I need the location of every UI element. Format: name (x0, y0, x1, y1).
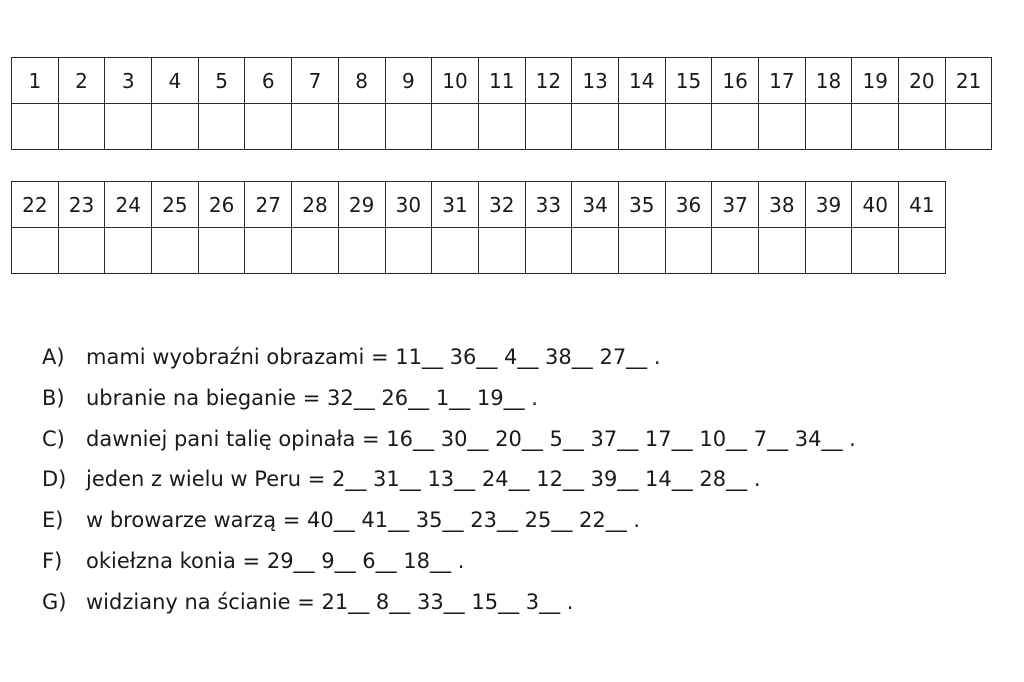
grid-answer-cell[interactable] (805, 104, 852, 150)
grid-number-cell: 5 (198, 58, 245, 104)
clue-text: dawniej pani talię opinała = 16__ 30__ 20__ 5__ 37__ 17__ 10__ 7__ 34__ . (86, 426, 856, 451)
grid-answer-cell[interactable] (152, 104, 199, 150)
grid-answer-cell[interactable] (432, 228, 479, 274)
grid-number-cell: 10 (432, 58, 479, 104)
clue-letter: C) (42, 426, 65, 451)
grid-answer-cell[interactable] (665, 104, 712, 150)
grid-answer-cell[interactable] (899, 228, 946, 274)
grid-number-cell: 4 (152, 58, 199, 104)
clue-letter: G) (42, 589, 67, 614)
grid-answer-cell[interactable] (58, 104, 105, 150)
grid-answer-row (12, 228, 946, 274)
grid-number-cell: 8 (338, 58, 385, 104)
clue-letter: E) (42, 508, 64, 533)
grid-number-cell: 40 (852, 182, 899, 228)
grid-answer-cell[interactable] (292, 228, 339, 274)
grid-number-cell: 17 (759, 58, 806, 104)
grid-answer-cell[interactable] (385, 104, 432, 150)
grid-number-cell: 11 (478, 58, 525, 104)
grid-number-cell: 2 (58, 58, 105, 104)
letter-grid-2 (11, 181, 946, 274)
grid-number-cell: 36 (665, 182, 712, 228)
grid-answer-cell[interactable] (852, 228, 899, 274)
grid-answer-cell[interactable] (292, 104, 339, 150)
grid-answer-cell[interactable] (245, 104, 292, 150)
clue-item (42, 419, 856, 460)
clue-letter: F) (42, 548, 63, 573)
grid-number-row (12, 182, 946, 228)
grid-answer-cell[interactable] (665, 228, 712, 274)
grid-answer-cell[interactable] (432, 104, 479, 150)
grid-number-cell: 9 (385, 58, 432, 104)
grid-number-cell: 1 (12, 58, 59, 104)
clue-item (42, 541, 856, 582)
clue-text: okiełzna konia = 29__ 9__ 6__ 18__ . (86, 548, 465, 573)
grid-number-cell: 27 (245, 182, 292, 228)
grid-answer-cell[interactable] (478, 228, 525, 274)
grid-number-cell: 35 (618, 182, 665, 228)
clue-item (42, 500, 856, 541)
grid-answer-cell[interactable] (759, 104, 806, 150)
grid-answer-cell[interactable] (945, 104, 992, 150)
grid-answer-cell[interactable] (58, 228, 105, 274)
clue-item (42, 459, 856, 500)
grid-answer-cell[interactable] (152, 228, 199, 274)
grid-answer-cell[interactable] (338, 228, 385, 274)
grid-number-cell: 3 (105, 58, 152, 104)
grid-number-cell: 31 (432, 182, 479, 228)
grid-answer-cell[interactable] (759, 228, 806, 274)
grid-answer-cell[interactable] (805, 228, 852, 274)
grid-answer-cell[interactable] (618, 228, 665, 274)
letter-grid-1 (11, 57, 992, 150)
grid-number-cell: 30 (385, 182, 432, 228)
grid-answer-cell[interactable] (198, 228, 245, 274)
grid-answer-cell[interactable] (105, 228, 152, 274)
grid-answer-cell[interactable] (12, 104, 59, 150)
grid-number-cell: 22 (12, 182, 59, 228)
grid-answer-cell[interactable] (712, 104, 759, 150)
grid-number-cell: 14 (618, 58, 665, 104)
grid-number-cell: 34 (572, 182, 619, 228)
clue-letter: A) (42, 345, 65, 369)
clue-letter: D) (42, 467, 67, 492)
grid-answer-cell[interactable] (618, 104, 665, 150)
grid-number-cell: 21 (945, 58, 992, 104)
grid-number-row (12, 58, 992, 104)
grid-answer-row (12, 104, 992, 150)
grid-answer-cell[interactable] (385, 228, 432, 274)
grid-answer-cell[interactable] (712, 228, 759, 274)
grid-answer-cell[interactable] (525, 104, 572, 150)
clue-text: w browarze warzą = 40__ 41__ 35__ 23__ 25__ 22__ . (86, 508, 641, 533)
grid-number-cell: 24 (105, 182, 152, 228)
clue-text: ubranie na bieganie = 32__ 26__ 1__ 19__ . (86, 385, 538, 410)
grid-number-cell: 26 (198, 182, 245, 228)
grid-answer-cell[interactable] (572, 104, 619, 150)
grid-number-cell: 7 (292, 58, 339, 104)
grid-number-cell: 19 (852, 58, 899, 104)
grid-answer-cell[interactable] (12, 228, 59, 274)
grid-answer-cell[interactable] (525, 228, 572, 274)
grid-answer-cell[interactable] (245, 228, 292, 274)
clue-item (42, 378, 856, 419)
grid-number-cell: 38 (759, 182, 806, 228)
grid-number-cell: 12 (525, 58, 572, 104)
grid-number-cell: 28 (292, 182, 339, 228)
grid-answer-cell[interactable] (852, 104, 899, 150)
grid-number-cell: 15 (665, 58, 712, 104)
clue-item (42, 337, 856, 378)
clue-letter: B) (42, 385, 65, 410)
grid-number-cell: 18 (805, 58, 852, 104)
clue-item (42, 582, 856, 623)
grid-number-cell: 29 (338, 182, 385, 228)
grid-number-cell: 6 (245, 58, 292, 104)
grid-number-cell: 20 (899, 58, 946, 104)
grid-number-cell: 32 (478, 182, 525, 228)
clue-text: mami wyobraźni obrazami = 11__ 36__ 4__ 38__ 27__ . (86, 345, 661, 369)
grid-number-cell: 33 (525, 182, 572, 228)
clue-text: widziany na ścianie = 21__ 8__ 33__ 15__ 3__ . (86, 589, 574, 614)
grid-number-cell: 16 (712, 58, 759, 104)
grid-number-cell: 39 (805, 182, 852, 228)
clue-text: jeden z wielu w Peru = 2__ 31__ 13__ 24__ 12__ 39__ 14__ 28__ . (86, 467, 761, 492)
grid-answer-cell[interactable] (105, 104, 152, 150)
grid-number-cell: 37 (712, 182, 759, 228)
grid-answer-cell[interactable] (899, 104, 946, 150)
clue-list (42, 337, 856, 623)
grid-answer-cell[interactable] (572, 228, 619, 274)
grid-answer-cell[interactable] (478, 104, 525, 150)
grid-number-cell: 23 (58, 182, 105, 228)
grid-number-cell: 13 (572, 58, 619, 104)
grid-answer-cell[interactable] (338, 104, 385, 150)
grid-number-cell: 25 (152, 182, 199, 228)
grid-number-cell: 41 (899, 182, 946, 228)
grid-answer-cell[interactable] (198, 104, 245, 150)
